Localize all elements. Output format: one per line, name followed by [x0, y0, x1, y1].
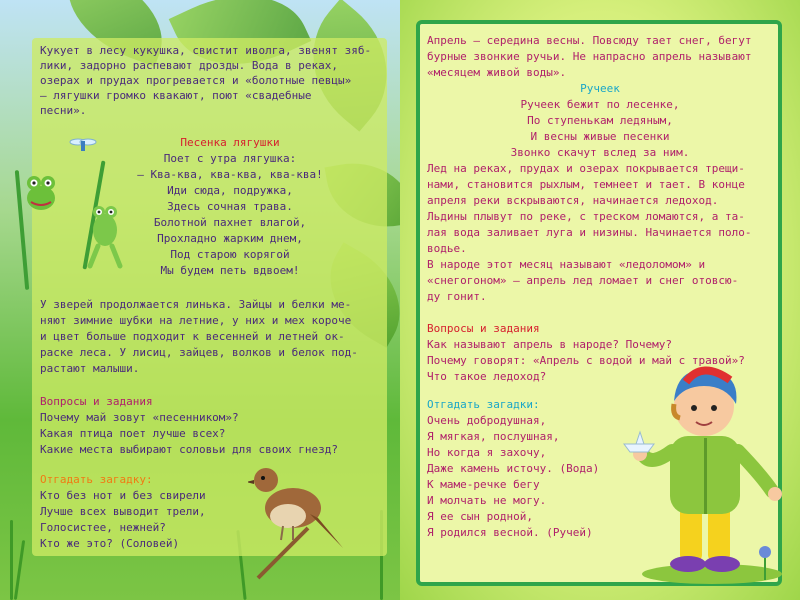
questions-title: Вопросы и задания — [427, 322, 540, 335]
riddle-line: Лучше всех выводит трели, — [40, 505, 206, 518]
right-page — [400, 0, 800, 600]
right-para-line: Лед на реках, прудах и озерах покрывается трещи- — [427, 162, 745, 175]
left-para-line: растают малыши. — [40, 362, 140, 375]
song-title: Песенка лягушки — [180, 136, 280, 149]
song-line: Мы будем петь вдвоем! — [160, 264, 300, 277]
left-intro-line: Кукует в лесу кукушка, свистит иволга, звенят зяб- — [40, 44, 372, 57]
riddle-title: Отгадать загадки: — [427, 398, 540, 411]
riddle-line: Голосистее, нежней? — [40, 521, 166, 534]
song-line: — Ква-ква, ква-ква, ква-ква! — [137, 168, 323, 181]
riddle-line: Я ее сын родной, — [427, 510, 533, 523]
right-intro-line: Апрель — середина весны. Повсюду тает снег, бегут — [427, 34, 752, 47]
right-para-line: Льдины плывут по реке, с треском ломаются, а та- — [427, 210, 745, 223]
question-line: Почему май зовут «песенником»? — [40, 411, 239, 424]
right-para-line: апреля реки вскрываются, начинается ледоход. — [427, 194, 719, 207]
left-para-line: и цвет больше подходит к весенней и летней ок- — [40, 330, 345, 343]
riddle-line: Даже камень источу. (Вода) — [427, 462, 600, 475]
right-intro-line: «месяцем живой воды». — [427, 66, 567, 79]
right-para-line: «снегогоном» — апрель лед ломает и снег отовсю- — [427, 274, 739, 287]
right-intro-line: бурные звонкие ручьи. Не напрасно апрель называют — [427, 50, 752, 63]
song-line: Здесь сочная трава. — [167, 200, 293, 213]
question-line: Что такое ледоход? — [427, 370, 547, 383]
right-para-line: нами, становится рыхлым, темнеет и тает. В конце — [427, 178, 745, 191]
riddle-line: Кто же это? (Соловей) — [40, 537, 180, 550]
dragonfly-icon — [68, 136, 98, 152]
song-line: Иди сюда, подружка, — [167, 184, 293, 197]
poem-line: По ступенькам ледяным, — [527, 114, 673, 127]
poem-line: Звонко скачут вслед за ним. — [510, 146, 690, 159]
question-line: Какие места выбирают соловьи для своих гнезд? — [40, 443, 339, 456]
riddle-line: К маме-речке бегу — [427, 478, 540, 491]
song-line: Болотной пахнет влагой, — [153, 216, 307, 229]
riddle-line: Кто без нот и без свирели — [40, 489, 206, 502]
grass-blade — [14, 540, 25, 600]
grass-blade — [10, 520, 13, 600]
left-intro-line: озерах и прудах прогревается и «болотные певцы» — [40, 74, 352, 87]
frog-icon — [16, 168, 66, 218]
left-intro-line: песни». — [40, 104, 87, 117]
riddle-line: И молчать не могу. — [427, 494, 547, 507]
riddle-line: Я родился весной. (Ручей) — [427, 526, 593, 539]
nightingale-icon — [248, 458, 348, 588]
poem-line: И весны живые песенки — [530, 130, 670, 143]
left-intro-line: лики, задорно распевают дрозды. Вода в реках, — [40, 59, 339, 72]
flower-icon — [750, 540, 780, 580]
question-line: Почему говорят: «Апрель с водой и май с травой»? — [427, 354, 745, 367]
question-line: Как называют апрель в народе? Почему? — [427, 338, 673, 351]
left-para-line: няют зимние шубки на летние, у них и мех короче — [40, 314, 352, 327]
left-para-line: раске леса. У лисиц, зайцев, волков и белок под- — [40, 346, 358, 359]
left-intro-line: — лягушки громко квакают, поют «свадебные — [40, 89, 312, 102]
song-line: Под старою корягой — [170, 248, 290, 261]
song-line: Поет с утра лягушка: — [163, 152, 297, 165]
riddle-line: Очень добродушная, — [427, 414, 547, 427]
riddle-line: Но когда я захочу, — [427, 446, 547, 459]
question-line: Какая птица поет лучше всех? — [40, 427, 226, 440]
song-line: Прохладно жарким днем, — [157, 232, 303, 245]
poem-line: Ручеек бежит по лесенке, — [520, 98, 680, 111]
right-para-line: ду гонит. — [427, 290, 487, 303]
riddle-line: Я мягкая, послушная, — [427, 430, 560, 443]
right-para-line: водье. — [427, 242, 467, 255]
poem-title: Ручеек — [580, 82, 620, 95]
right-para-line: В народе этот месяц называют «ледоломом» и — [427, 258, 706, 271]
left-para-line: У зверей продолжается линька. Зайцы и белки ме- — [40, 298, 352, 311]
riddle-title: Отгадать загадку: — [40, 473, 153, 486]
right-para-line: лая вода заливает луга и низины. Начинается поло- — [427, 226, 752, 239]
questions-title: Вопросы и задания — [40, 395, 153, 408]
